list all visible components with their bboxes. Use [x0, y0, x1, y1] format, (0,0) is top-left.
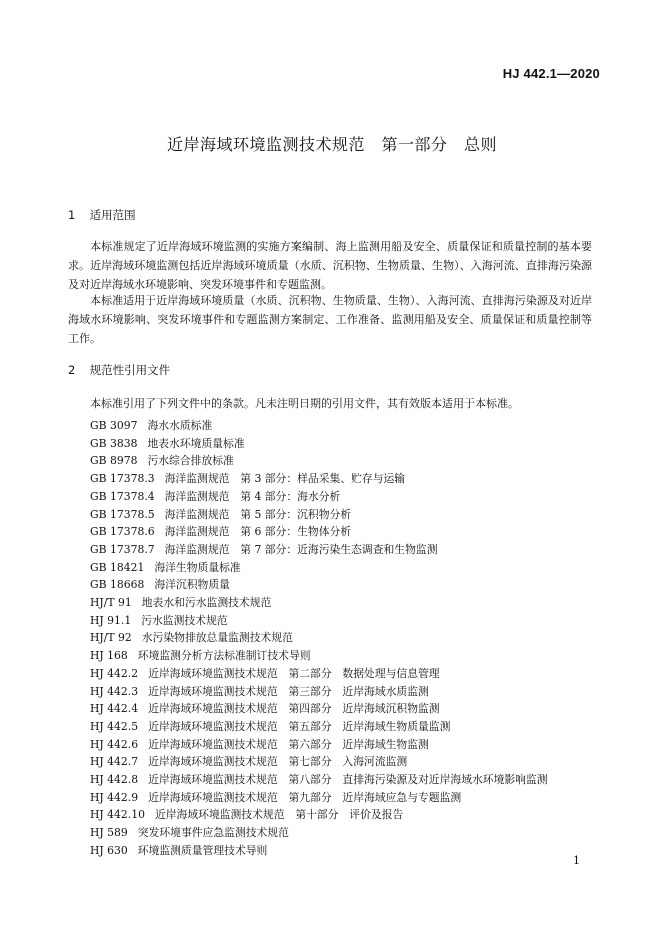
- reference-item: [90, 523, 548, 541]
- reference-item: [90, 753, 548, 771]
- reference-code: HJ 589: [90, 826, 128, 840]
- reference-code: GB 8978: [90, 454, 138, 468]
- reference-code: HJ 442.8: [90, 773, 139, 787]
- reference-title: 环境监测分析方法标准制订技术导则: [137, 649, 311, 663]
- reference-item: [90, 559, 548, 577]
- section-1-heading: [68, 207, 136, 223]
- reference-code: HJ 442.5: [90, 719, 139, 733]
- reference-title: 近岸海域环境监测技术规范 第十部分 评价及报告: [154, 808, 404, 822]
- reference-item: [90, 435, 548, 453]
- section-2-number: 2: [68, 363, 76, 377]
- reference-title: 污水监测技术规范: [141, 613, 228, 627]
- reference-title: 环境监测质量管理技术导则: [137, 843, 268, 857]
- section-1-number: 1: [68, 208, 76, 222]
- reference-item: [90, 824, 548, 842]
- reference-title: 海洋监测规范 第 3 部分：样品采集、贮存与运输: [164, 472, 406, 486]
- reference-title: 近岸海域环境监测技术规范 第五部分 近岸海域生物质量监测: [148, 719, 451, 733]
- reference-item: [90, 576, 548, 594]
- reference-item: [90, 806, 548, 824]
- reference-code: HJ 442.4: [90, 702, 139, 716]
- reference-item: [90, 683, 548, 701]
- reference-item: [90, 594, 548, 612]
- reference-item: [90, 842, 548, 860]
- reference-item: [90, 771, 548, 789]
- reference-code: GB 17378.4: [90, 489, 155, 503]
- reference-title: 近岸海域环境监测技术规范 第六部分 近岸海域生物监测: [148, 737, 429, 751]
- reference-code: GB 18421: [90, 560, 145, 574]
- reference-code: HJ 91.1: [90, 613, 132, 627]
- section-1-paragraph-1: 本标准规定了近岸海域环境监测的实施方案编制、海上监测用船及安全、质量保证和质量控制的基本要求。近岸海域环境监测包括近岸海域环境质量（水质、沉积物、生物质量、生物）、入海河流、直排海污染源及对近岸海域水环境影响、突发环境事件和专题监测。: [68, 240, 592, 291]
- reference-title: 突发环境事件应急监测技术规范: [137, 826, 289, 840]
- reference-code: GB 3097: [90, 419, 138, 432]
- reference-code: HJ 442.2: [90, 666, 139, 680]
- reference-code: HJ/T 91: [90, 596, 132, 610]
- reference-item: [90, 452, 548, 470]
- reference-code: GB 18668: [90, 578, 145, 592]
- page-number: 1: [573, 854, 580, 867]
- reference-code: HJ/T 92: [90, 631, 132, 645]
- section-2-title: 规范性引用文件: [89, 363, 171, 377]
- reference-item: [90, 488, 548, 506]
- reference-code: HJ 442.9: [90, 790, 139, 804]
- reference-title: 海洋监测规范 第 7 部分：近海污染生态调查和生物监测: [164, 542, 438, 556]
- reference-code: HJ 442.10: [90, 808, 145, 822]
- reference-item: [90, 700, 548, 718]
- document-title: 近岸海域环境监测技术规范 第一部分 总则: [166, 135, 497, 154]
- reference-code: GB 17378.7: [90, 542, 155, 556]
- reference-item: [90, 629, 548, 647]
- reference-code: GB 17378.3: [90, 472, 155, 486]
- reference-title: 海洋沉积物质量: [154, 578, 230, 592]
- reference-item: [90, 665, 548, 683]
- reference-title: 地表水环境质量标准: [147, 436, 245, 450]
- reference-item: [90, 612, 548, 630]
- reference-title: 近岸海域环境监测技术规范 第七部分 入海河流监测: [148, 755, 408, 769]
- reference-title: 地表水和污水监测技术规范: [141, 596, 272, 610]
- reference-code: HJ 442.6: [90, 737, 139, 751]
- reference-title: 海洋监测规范 第 6 部分：生物体分析: [164, 525, 352, 539]
- reference-title: 水污染物排放总量监测技术规范: [141, 631, 293, 645]
- reference-item: [90, 470, 548, 488]
- reference-item: [90, 647, 548, 665]
- reference-item: [90, 417, 548, 435]
- reference-code: HJ 442.7: [90, 755, 139, 769]
- reference-title: 污水综合排放标准: [147, 454, 234, 468]
- reference-title: 近岸海域环境监测技术规范 第九部分 近岸海域应急与专题监测: [148, 790, 462, 804]
- reference-code: HJ 630: [90, 843, 128, 857]
- reference-item: [90, 541, 548, 559]
- reference-title: 近岸海域环境监测技术规范 第二部分 数据处理与信息管理: [148, 666, 440, 680]
- reference-item: [90, 506, 548, 524]
- section-1-paragraph-2: 本标准适用于近岸海域环境质量（水质、沉积物、生物质量、生物）、入海河流、直排海污染源及对近岸海域水环境影响、突发环境事件和专题监测方案制定、工作准备、监测用船及安全、质量保证和质量控制等工作。: [68, 294, 592, 345]
- reference-title: 海水水质标准: [147, 419, 213, 432]
- reference-code: GB 17378.6: [90, 525, 155, 539]
- reference-item: [90, 789, 548, 807]
- reference-code: GB 3838: [90, 436, 138, 450]
- reference-list: [90, 417, 548, 860]
- reference-title: 近岸海域环境监测技术规范 第四部分 近岸海域沉积物监测: [148, 702, 440, 716]
- standard-code: HJ 442.1—2020: [502, 66, 600, 81]
- reference-title: 海洋生物质量标准: [154, 560, 241, 574]
- section-1-title: 适用范围: [89, 208, 136, 222]
- reference-title: 近岸海域环境监测技术规范 第三部分 近岸海域水质监测: [148, 684, 429, 698]
- reference-title: 海洋监测规范 第 5 部分：沉积物分析: [164, 507, 352, 521]
- section-2-heading: [68, 362, 170, 378]
- reference-title: 海洋监测规范 第 4 部分：海水分析: [164, 489, 341, 503]
- reference-item: [90, 718, 548, 736]
- reference-code: GB 17378.5: [90, 507, 155, 521]
- reference-title: 近岸海域环境监测技术规范 第八部分 直排海污染源及对近岸海域水环境影响监测: [148, 773, 548, 787]
- reference-item: [90, 736, 548, 754]
- reference-code: HJ 442.3: [90, 684, 139, 698]
- section-2-intro: 本标准引用了下列文件中的条款。凡未注明日期的引用文件，其有效版本适用于本标准。: [90, 397, 519, 410]
- reference-code: HJ 168: [90, 649, 128, 663]
